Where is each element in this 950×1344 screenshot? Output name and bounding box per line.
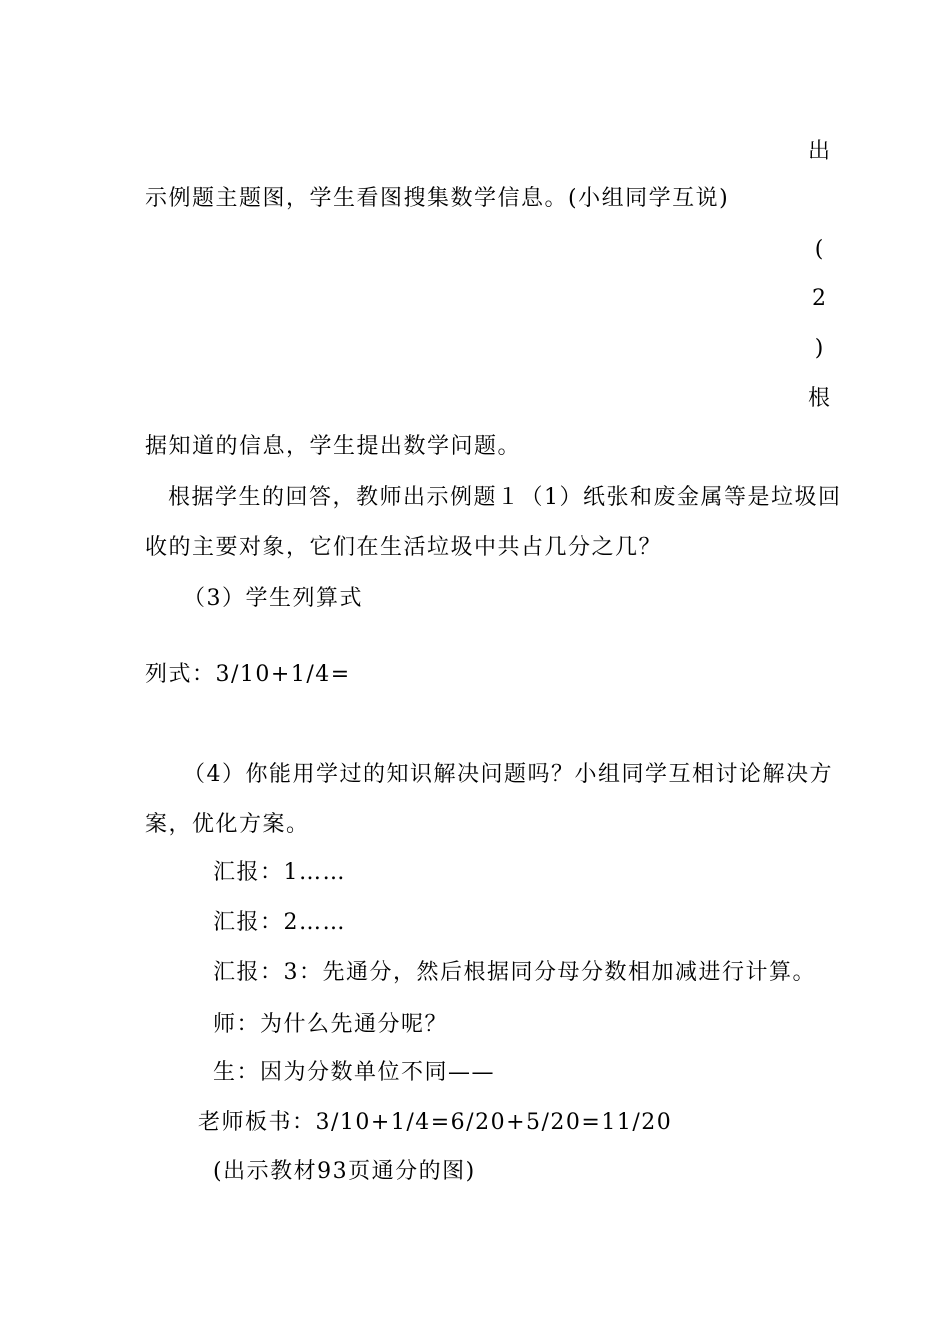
report-line: 汇报：1…… (213, 860, 346, 885)
dialogue-line: 生：因为分数单位不同—— (213, 1060, 496, 1085)
vertical-char-2: ( (814, 237, 824, 262)
vertical-char-4: ) (814, 336, 824, 361)
paragraph-line: 案，优化方案。 (145, 812, 310, 837)
formula-line: 老师板书：3/10+1/4=6/20+5/20=11/20 (198, 1110, 673, 1135)
paragraph-line: (出示教材93页通分的图) (213, 1159, 476, 1184)
paragraph-line: 根据学生的回答，教师出示例题１（1）纸张和废金属等是垃圾回 (168, 485, 842, 510)
paragraph-line: 据知道的信息，学生提出数学问题。 (145, 434, 522, 459)
dialogue-line: 师：为什么先通分呢？ (213, 1012, 449, 1037)
paragraph-line: 收的主要对象，它们在生活垃圾中共占几分之几？ (145, 535, 663, 560)
formula-line: 列式：3/10+1/4= (145, 662, 351, 687)
paragraph-line: （3）学生列算式 (183, 586, 363, 611)
paragraph-line: 示例题主题图，学生看图搜集数学信息。(小组同学互说) (145, 186, 730, 211)
report-line: 汇报：2…… (213, 910, 346, 935)
paragraph-line: （4）你能用学过的知识解决问题吗？小组同学互相讨论解决方 (183, 762, 833, 787)
vertical-char-5: 根 (807, 386, 830, 411)
vertical-char-3: 2 (812, 286, 826, 311)
vertical-char-1: 出 (807, 139, 830, 164)
report-line: 汇报：3：先通分，然后根据同分母分数相加减进行计算。 (213, 960, 816, 985)
